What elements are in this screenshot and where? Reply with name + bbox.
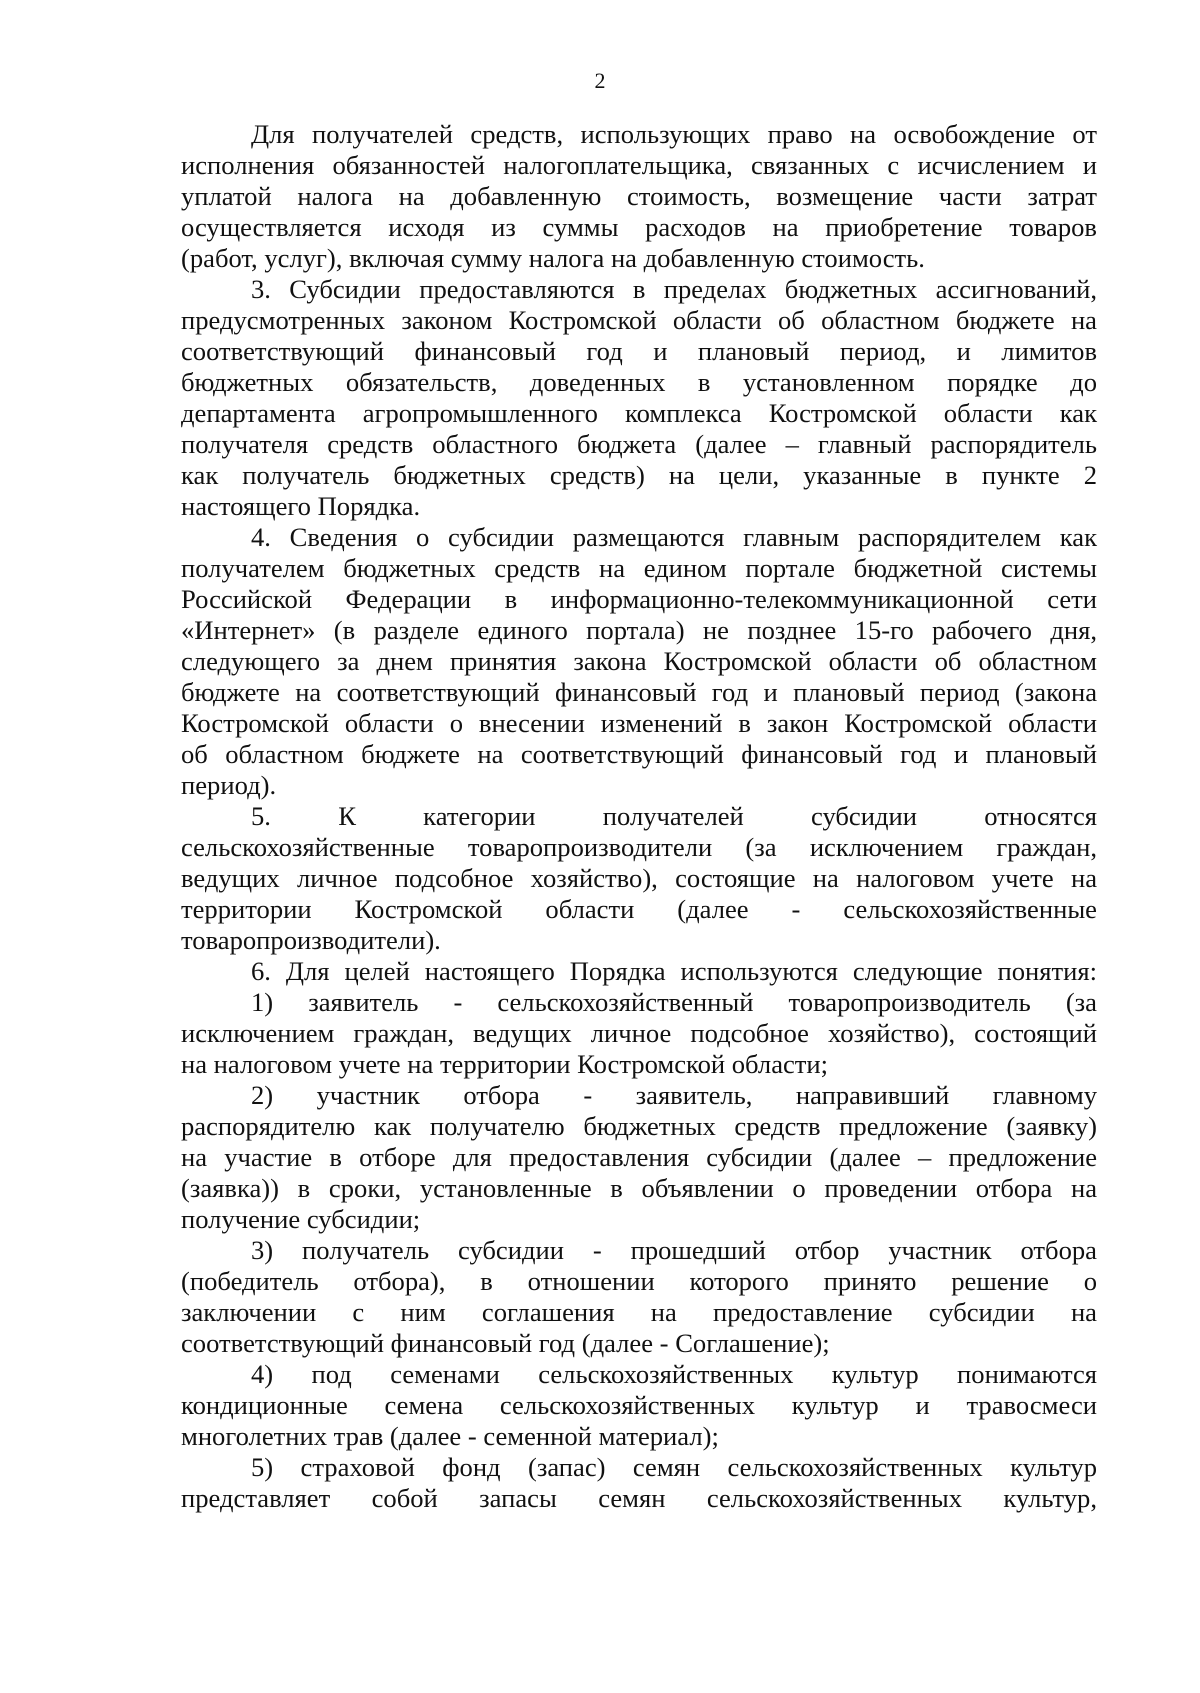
text-line: (заявка)) в сроки, установленные в объявлении о проведении отбора на: [181, 1173, 1097, 1203]
text-line: на налоговом учете на территории Костромской области;: [181, 1049, 829, 1079]
text-line: кондиционные семена сельскохозяйственных культур и травосмеси: [181, 1390, 1097, 1420]
text-line: 3) получатель субсидии - прошедший отбор участник отбора: [251, 1235, 1097, 1265]
text-line: исключением граждан, ведущих личное подсобное хозяйство), состоящий: [181, 1018, 1097, 1048]
text-line: об областном бюджете на соответствующий финансовый год и плановый: [181, 739, 1097, 769]
text-line: Российской Федерации в информационно-телекоммуникационной сети: [181, 584, 1097, 614]
text-line: на участие в отборе для предоставления субсидии (далее – предложение: [181, 1142, 1097, 1172]
text-line: Для получателей средств, использующих право на освобождение от: [251, 119, 1097, 149]
text-line: 1) заявитель - сельскохозяйственный товаропроизводитель (за: [251, 987, 1097, 1017]
text-line: ведущих личное подсобное хозяйство), состоящие на налоговом учете на: [181, 863, 1097, 893]
text-line: период).: [181, 770, 277, 800]
text-line: предусмотренных законом Костромской области об областном бюджете на: [181, 305, 1097, 335]
text-line: исполнения обязанностей налогоплательщика, связанных с исчислением и: [181, 150, 1097, 180]
text-line: 6. Для целей настоящего Порядка используются следующие понятия:: [251, 956, 1097, 986]
text-line: распорядителю как получателю бюджетных средств предложение (заявку): [181, 1111, 1097, 1141]
text-line: бюджете на соответствующий финансовый год и плановый период (закона: [181, 677, 1097, 707]
text-line: представляет собой запасы семян сельскохозяйственных культур,: [181, 1483, 1097, 1513]
text-line: получение субсидии;: [181, 1204, 421, 1234]
text-line: (победитель отбора), в отношении которого принято решение о: [181, 1266, 1097, 1296]
text-line: бюджетных обязательств, доведенных в установленном порядке до: [181, 367, 1097, 397]
text-line: департамента агропромышленного комплекса Костромской области как: [181, 398, 1097, 428]
text-line: товаропроизводители).: [181, 925, 441, 955]
text-line: (работ, услуг), включая сумму налога на добавленную стоимость.: [181, 243, 925, 273]
text-line: сельскохозяйственные товаропроизводители (за исключением граждан,: [181, 832, 1097, 862]
text-line: соответствующий финансовый год и плановый период, и лимитов: [181, 336, 1097, 366]
text-line: «Интернет» (в разделе единого портала) не позднее 15-го рабочего дня,: [181, 615, 1097, 645]
text-line: следующего за днем принятия закона Костромской области об областном: [181, 646, 1097, 676]
text-line: территории Костромской области (далее - сельскохозяйственные: [181, 894, 1097, 924]
text-line: получателя средств областного бюджета (далее – главный распорядитель: [181, 429, 1097, 459]
page-number: 2: [594, 68, 606, 93]
document-body: [181, 119, 1097, 1514]
text-line: уплатой налога на добавленную стоимость, возмещение части затрат: [181, 181, 1097, 211]
text-line: 5) страховой фонд (запас) семян сельскохозяйственных культур: [251, 1452, 1097, 1482]
text-line: Костромской области о внесении изменений в закон Костромской области: [181, 708, 1097, 738]
text-line: осуществляется исходя из суммы расходов на приобретение товаров: [181, 212, 1097, 242]
text-line: 3. Субсидии предоставляются в пределах бюджетных ассигнований,: [251, 274, 1097, 304]
text-line: многолетних трав (далее - семенной материал);: [181, 1421, 719, 1451]
text-line: 4) под семенами сельскохозяйственных культур понимаются: [251, 1359, 1097, 1389]
text-line: соответствующий финансовый год (далее - Соглашение);: [181, 1328, 830, 1358]
text-line: 4. Сведения о субсидии размещаются главным распорядителем как: [251, 522, 1097, 552]
text-line: 5. К категории получателей субсидии относятся: [251, 801, 1097, 831]
text-line: 2) участник отбора - заявитель, направивший главному: [251, 1080, 1097, 1110]
text-line: как получатель бюджетных средств) на цели, указанные в пункте 2: [181, 460, 1097, 490]
text-line: получателем бюджетных средств на едином портале бюджетной системы: [181, 553, 1097, 583]
text-line: заключении с ним соглашения на предоставление субсидии на: [181, 1297, 1097, 1327]
text-line: настоящего Порядка.: [181, 491, 421, 521]
